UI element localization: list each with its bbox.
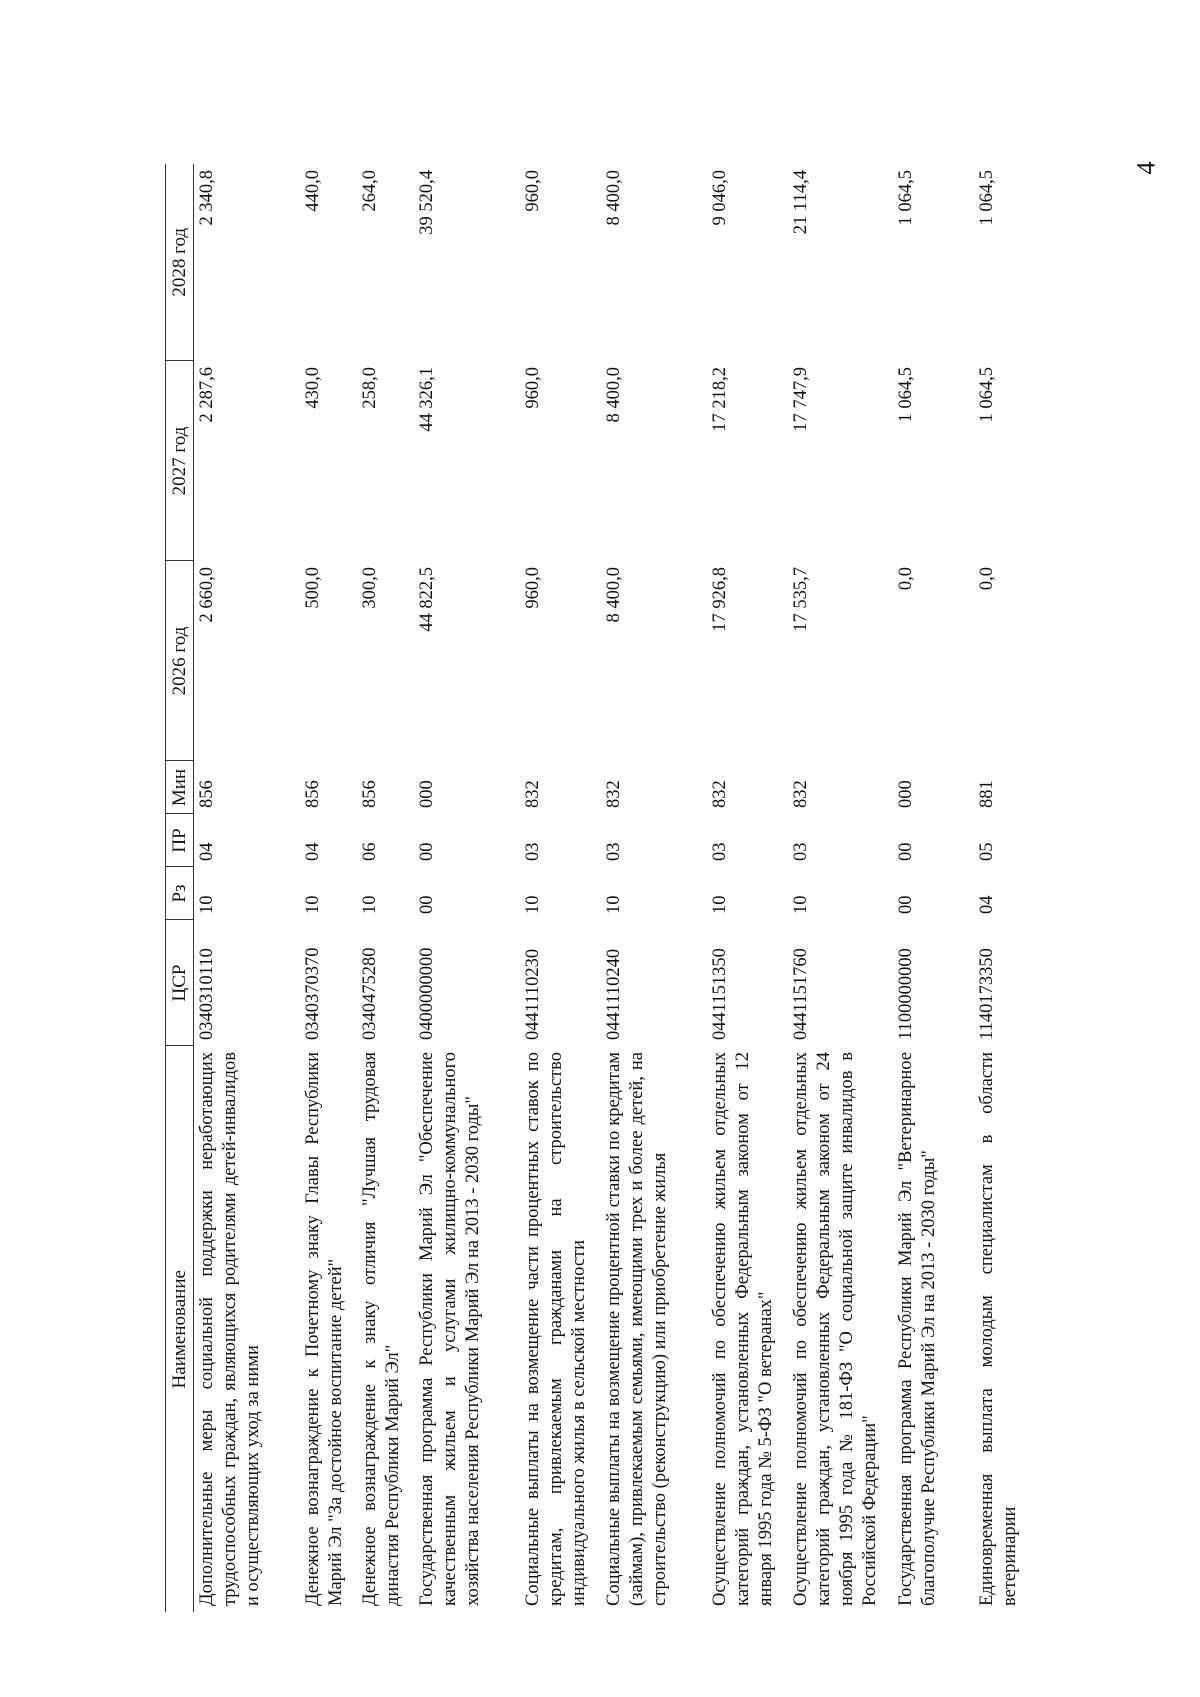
row-2027: 44 326,1	[417, 367, 437, 432]
table-row	[414, 164, 520, 1612]
row-csr: 0400000000	[417, 947, 437, 1040]
row-2026: 500,0	[303, 567, 323, 609]
row-csr: 0441110240	[604, 948, 624, 1040]
row-csr: 0340370370	[303, 947, 323, 1040]
row-2028: 1 064,5	[896, 170, 916, 226]
row-2026: 300,0	[360, 567, 380, 609]
table-row	[974, 164, 1030, 1612]
row-2028: 2 340,8	[197, 170, 217, 226]
row-2027: 2 287,6	[197, 367, 217, 423]
table-header-row	[166, 164, 194, 1612]
row-pr: 03	[791, 842, 811, 861]
row-name: Единовременная выплата молодым специалистам в области ветеринарии	[977, 1052, 1020, 1606]
row-min: 832	[710, 780, 730, 808]
row-name: Дополнительные меры социальной поддержки неработающих трудоспособных граждан, являющихся родителями детей-инвалидов и осуществляющих уход за ними	[197, 1052, 263, 1606]
row-min: 856	[360, 780, 380, 808]
row-min: 856	[197, 780, 217, 808]
row-pr: 06	[360, 842, 380, 861]
row-2027: 17 218,2	[710, 367, 730, 432]
row-2027: 960,0	[523, 367, 543, 409]
row-2028: 39 520,4	[417, 170, 437, 235]
row-min: 832	[604, 780, 624, 808]
row-rz: 00	[896, 895, 916, 914]
row-2026: 8 400,0	[604, 567, 624, 623]
row-rz: 04	[977, 895, 997, 914]
header-name: Наименование	[166, 1046, 194, 1612]
row-rz: 10	[791, 895, 811, 914]
row-csr: 0441151760	[791, 948, 811, 1040]
row-csr: 0441110230	[523, 948, 543, 1040]
row-name: Осуществление полномочий по обеспечению жильем отдельных категорий граждан, установленных Федеральным законом от 12 января 1995 года № 5-ФЗ "О ветеранах"	[710, 1052, 776, 1606]
row-2026: 960,0	[523, 567, 543, 609]
table-row	[300, 164, 357, 1612]
row-2028: 440,0	[303, 170, 323, 212]
rotated-document	[165, 164, 1053, 1612]
row-min: 000	[896, 780, 916, 808]
row-2026: 44 822,5	[417, 567, 437, 632]
row-min: 881	[977, 780, 997, 808]
row-min: 832	[523, 780, 543, 808]
header-2027: 2027 год	[166, 361, 194, 561]
row-pr: 04	[303, 842, 323, 861]
table-row	[357, 164, 414, 1612]
row-rz: 10	[523, 895, 543, 914]
row-pr: 03	[710, 842, 730, 861]
row-rz: 00	[417, 895, 437, 914]
row-2027: 17 747,9	[791, 367, 811, 432]
header-rz: Рз	[166, 867, 194, 920]
table-row	[893, 164, 974, 1612]
row-pr: 03	[604, 842, 624, 861]
row-2028: 9 046,0	[710, 170, 730, 226]
row-2026: 0,0	[977, 567, 997, 591]
row-2028: 8 400,0	[604, 170, 624, 226]
page-number: 4	[1131, 161, 1161, 175]
row-2026: 0,0	[896, 567, 916, 591]
row-min: 832	[791, 780, 811, 808]
row-2026: 17 926,8	[710, 567, 730, 632]
header-2026: 2026 год	[166, 561, 194, 761]
row-rz: 10	[360, 895, 380, 914]
table-row	[601, 164, 707, 1612]
row-pr: 03	[523, 842, 543, 861]
row-csr: 1140173350	[977, 948, 997, 1040]
row-name: Социальные выплаты на возмещение процентной ставки по кредитам (займам), привлекаемым семьями, имеющими трех и более детей, на строительство (реконструкцию) или приобретение жилья	[604, 1052, 670, 1606]
row-2026: 17 535,7	[791, 567, 811, 632]
header-min: Мин	[166, 761, 194, 814]
row-rz: 10	[303, 895, 323, 914]
row-name: Осуществление полномочий по обеспечению жильем отдельных категорий граждан, установленных Федеральным законом от 24 ноября 1995 года № 181-ФЗ "О социальной защите инвалидов в Российской Федерации"	[791, 1052, 880, 1606]
row-2028: 960,0	[523, 170, 543, 212]
row-2028: 264,0	[360, 170, 380, 212]
row-pr: 05	[977, 842, 997, 861]
row-pr: 00	[417, 842, 437, 861]
row-min: 856	[303, 780, 323, 808]
row-2027: 8 400,0	[604, 367, 624, 423]
row-name: Денежное вознаграждение к Почетному знаку Главы Республики Марий Эл "За достойное воспитание детей"	[303, 1052, 346, 1606]
table-row	[707, 164, 788, 1612]
row-csr: 1100000000	[896, 948, 916, 1040]
row-name: Государственная программа Республики Марий Эл "Ветеринарное благополучие Республики Марий Эл на 2013 - 2030 годы"	[896, 1052, 939, 1606]
row-name: Социальные выплаты на возмещение части процентных ставок по кредитам, привлекаемым гражданами на строительство индивидуального жилья в сельской местности	[523, 1052, 589, 1606]
row-pr: 00	[896, 842, 916, 861]
table-row	[194, 164, 301, 1612]
row-name: Государственная программа Республики Марий Эл "Обеспечение качественным жильем и услугами жилищно-коммунального хозяйства населения Республики Марий Эл на 2013 - 2030 годы"	[417, 1052, 483, 1606]
row-min: 000	[417, 780, 437, 808]
row-rz: 10	[197, 895, 217, 914]
row-rz: 10	[710, 895, 730, 914]
row-rz: 10	[604, 895, 624, 914]
row-2028: 21 114,4	[791, 170, 811, 235]
row-csr: 0441151350	[710, 948, 730, 1040]
row-2027: 1 064,5	[896, 367, 916, 423]
row-2028: 1 064,5	[977, 170, 997, 226]
row-2027: 1 064,5	[977, 367, 997, 423]
header-2028: 2028 год	[166, 164, 194, 361]
table-row	[788, 164, 893, 1612]
row-2027: 430,0	[303, 367, 323, 409]
row-csr: 0340475280	[360, 947, 380, 1040]
table-row	[520, 164, 601, 1612]
row-csr: 0340310110	[197, 948, 217, 1040]
header-csr: ЦСР	[166, 920, 194, 1046]
row-pr: 04	[197, 842, 217, 861]
row-name: Денежное вознаграждение к знаку отличия "Лучшая трудовая династия Республики Марий Эл"	[360, 1052, 403, 1606]
row-2027: 258,0	[360, 367, 380, 409]
header-pr: ПР	[166, 814, 194, 867]
row-2026: 2 660,0	[197, 567, 217, 623]
budget-table	[165, 164, 1030, 1612]
